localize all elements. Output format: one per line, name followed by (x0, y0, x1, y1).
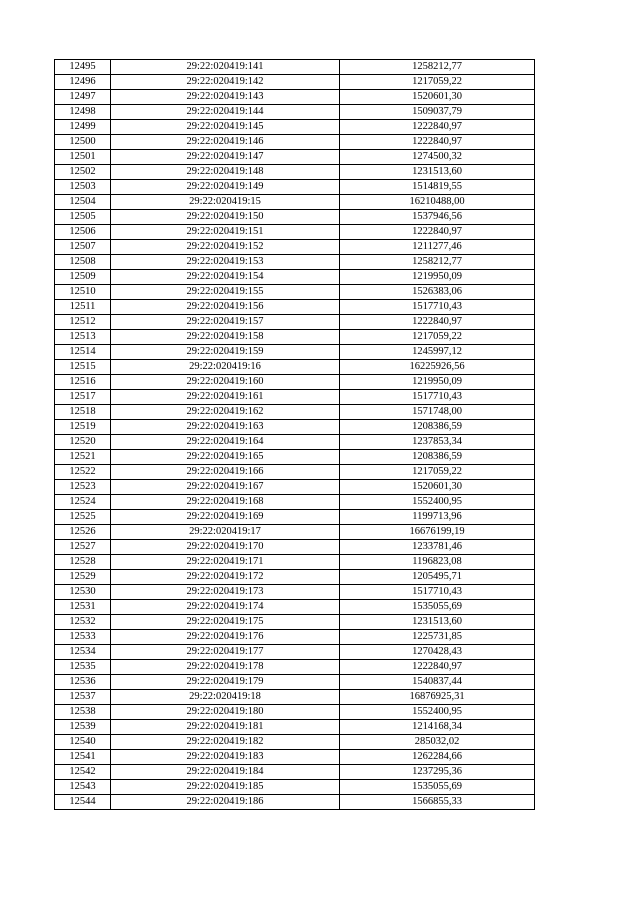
cadastral-number-cell: 29:22:020419:159 (111, 345, 340, 360)
row-number-cell: 12504 (55, 195, 111, 210)
cadastral-number-cell: 29:22:020419:176 (111, 630, 340, 645)
value-cell: 1571748,00 (340, 405, 535, 420)
row-number-cell: 12533 (55, 630, 111, 645)
cadastral-number-cell: 29:22:020419:151 (111, 225, 340, 240)
cadastral-number-cell: 29:22:020419:163 (111, 420, 340, 435)
table-row (55, 150, 535, 165)
value-cell: 1270428,43 (340, 645, 535, 660)
value-cell: 1520601,30 (340, 480, 535, 495)
value-cell: 1222840,97 (340, 120, 535, 135)
value-cell: 1514819,55 (340, 180, 535, 195)
table-row (55, 720, 535, 735)
cadastral-number-cell: 29:22:020419:17 (111, 525, 340, 540)
row-number-cell: 12522 (55, 465, 111, 480)
table-row (55, 450, 535, 465)
cadastral-number-cell: 29:22:020419:142 (111, 75, 340, 90)
value-cell: 1219950,09 (340, 375, 535, 390)
value-cell: 16876925,31 (340, 690, 535, 705)
cadastral-number-cell: 29:22:020419:181 (111, 720, 340, 735)
value-cell: 1219950,09 (340, 270, 535, 285)
row-number-cell: 12518 (55, 405, 111, 420)
value-cell: 1262284,66 (340, 750, 535, 765)
value-cell: 1274500,32 (340, 150, 535, 165)
row-number-cell: 12516 (55, 375, 111, 390)
table-row (55, 330, 535, 345)
value-cell: 1222840,97 (340, 660, 535, 675)
value-cell: 16225926,56 (340, 360, 535, 375)
row-number-cell: 12527 (55, 540, 111, 555)
cadastral-number-cell: 29:22:020419:171 (111, 555, 340, 570)
value-cell: 1552400,95 (340, 705, 535, 720)
cadastral-number-cell: 29:22:020419:145 (111, 120, 340, 135)
cadastral-number-cell: 29:22:020419:183 (111, 750, 340, 765)
table-row (55, 525, 535, 540)
cadastral-number-cell: 29:22:020419:164 (111, 435, 340, 450)
value-cell: 285032,02 (340, 735, 535, 750)
row-number-cell: 12500 (55, 135, 111, 150)
cadastral-number-cell: 29:22:020419:165 (111, 450, 340, 465)
row-number-cell: 12531 (55, 600, 111, 615)
cadastral-number-cell: 29:22:020419:150 (111, 210, 340, 225)
row-number-cell: 12521 (55, 450, 111, 465)
row-number-cell: 12498 (55, 105, 111, 120)
cadastral-number-cell: 29:22:020419:170 (111, 540, 340, 555)
row-number-cell: 12529 (55, 570, 111, 585)
cadastral-number-cell: 29:22:020419:148 (111, 165, 340, 180)
cadastral-number-cell: 29:22:020419:174 (111, 600, 340, 615)
value-cell: 1537946,56 (340, 210, 535, 225)
value-cell: 1535055,69 (340, 780, 535, 795)
table-row (55, 480, 535, 495)
value-cell: 1214168,34 (340, 720, 535, 735)
row-number-cell: 12540 (55, 735, 111, 750)
cadastral-number-cell: 29:22:020419:160 (111, 375, 340, 390)
row-number-cell: 12514 (55, 345, 111, 360)
table-row (55, 375, 535, 390)
row-number-cell: 12526 (55, 525, 111, 540)
value-cell: 1237295,36 (340, 765, 535, 780)
row-number-cell: 12510 (55, 285, 111, 300)
value-cell: 1225731,85 (340, 630, 535, 645)
row-number-cell: 12520 (55, 435, 111, 450)
table-row (55, 90, 535, 105)
row-number-cell: 12503 (55, 180, 111, 195)
value-cell: 1509037,79 (340, 105, 535, 120)
value-cell: 1222840,97 (340, 135, 535, 150)
cadastral-number-cell: 29:22:020419:184 (111, 765, 340, 780)
value-cell: 1211277,46 (340, 240, 535, 255)
cadastral-number-cell: 29:22:020419:15 (111, 195, 340, 210)
row-number-cell: 12505 (55, 210, 111, 225)
table-row (55, 75, 535, 90)
row-number-cell: 12496 (55, 75, 111, 90)
row-number-cell: 12502 (55, 165, 111, 180)
value-cell: 1517710,43 (340, 390, 535, 405)
table-row (55, 420, 535, 435)
cadastral-number-cell: 29:22:020419:18 (111, 690, 340, 705)
table-row (55, 120, 535, 135)
table-row (55, 645, 535, 660)
value-cell: 16676199,19 (340, 525, 535, 540)
value-cell: 1222840,97 (340, 315, 535, 330)
value-cell: 1552400,95 (340, 495, 535, 510)
row-number-cell: 12507 (55, 240, 111, 255)
row-number-cell: 12519 (55, 420, 111, 435)
cadastral-number-cell: 29:22:020419:155 (111, 285, 340, 300)
row-number-cell: 12538 (55, 705, 111, 720)
value-cell: 1222840,97 (340, 225, 535, 240)
value-cell: 1526383,06 (340, 285, 535, 300)
value-cell: 1566855,33 (340, 795, 535, 810)
value-cell: 1217059,22 (340, 330, 535, 345)
row-number-cell: 12539 (55, 720, 111, 735)
table-row (55, 105, 535, 120)
row-number-cell: 12524 (55, 495, 111, 510)
row-number-cell: 12512 (55, 315, 111, 330)
row-number-cell: 12541 (55, 750, 111, 765)
table-row (55, 255, 535, 270)
cadastral-number-cell: 29:22:020419:168 (111, 495, 340, 510)
table-row (55, 435, 535, 450)
cadastral-number-cell: 29:22:020419:180 (111, 705, 340, 720)
row-number-cell: 12513 (55, 330, 111, 345)
value-cell: 1217059,22 (340, 465, 535, 480)
row-number-cell: 12528 (55, 555, 111, 570)
cadastral-number-cell: 29:22:020419:185 (111, 780, 340, 795)
table-row (55, 405, 535, 420)
row-number-cell: 12515 (55, 360, 111, 375)
table-row (55, 195, 535, 210)
value-cell: 1208386,59 (340, 450, 535, 465)
value-cell: 1205495,71 (340, 570, 535, 585)
table-row (55, 630, 535, 645)
row-number-cell: 12495 (55, 60, 111, 75)
value-cell: 1258212,77 (340, 60, 535, 75)
value-cell: 1540837,44 (340, 675, 535, 690)
table-row (55, 540, 535, 555)
row-number-cell: 12499 (55, 120, 111, 135)
row-number-cell: 12530 (55, 585, 111, 600)
value-cell: 1231513,60 (340, 165, 535, 180)
cadastral-number-cell: 29:22:020419:152 (111, 240, 340, 255)
cadastral-number-cell: 29:22:020419:161 (111, 390, 340, 405)
row-number-cell: 12501 (55, 150, 111, 165)
cadastral-number-cell: 29:22:020419:162 (111, 405, 340, 420)
table-row (55, 570, 535, 585)
value-cell: 16210488,00 (340, 195, 535, 210)
cadastral-number-cell: 29:22:020419:144 (111, 105, 340, 120)
cadastral-value-table (54, 59, 535, 810)
row-number-cell: 12497 (55, 90, 111, 105)
cadastral-number-cell: 29:22:020419:157 (111, 315, 340, 330)
table-row (55, 225, 535, 240)
row-number-cell: 12517 (55, 390, 111, 405)
table-row (55, 285, 535, 300)
table-row (55, 60, 535, 75)
table-body (55, 60, 535, 810)
row-number-cell: 12508 (55, 255, 111, 270)
value-cell: 1258212,77 (340, 255, 535, 270)
table-row (55, 390, 535, 405)
table-row (55, 600, 535, 615)
value-cell: 1217059,22 (340, 75, 535, 90)
row-number-cell: 12542 (55, 765, 111, 780)
cadastral-number-cell: 29:22:020419:141 (111, 60, 340, 75)
table-row (55, 780, 535, 795)
table-row (55, 165, 535, 180)
cadastral-number-cell: 29:22:020419:149 (111, 180, 340, 195)
table-row (55, 705, 535, 720)
value-cell: 1517710,43 (340, 585, 535, 600)
table-row (55, 315, 535, 330)
row-number-cell: 12532 (55, 615, 111, 630)
table-row (55, 660, 535, 675)
table-row (55, 615, 535, 630)
table-row (55, 465, 535, 480)
cadastral-number-cell: 29:22:020419:173 (111, 585, 340, 600)
row-number-cell: 12544 (55, 795, 111, 810)
table-row (55, 495, 535, 510)
table-row (55, 345, 535, 360)
cadastral-number-cell: 29:22:020419:175 (111, 615, 340, 630)
table-row (55, 555, 535, 570)
table-row (55, 135, 535, 150)
cadastral-number-cell: 29:22:020419:153 (111, 255, 340, 270)
table-row (55, 180, 535, 195)
table-row (55, 750, 535, 765)
row-number-cell: 12535 (55, 660, 111, 675)
cadastral-number-cell: 29:22:020419:172 (111, 570, 340, 585)
value-cell: 1517710,43 (340, 300, 535, 315)
cadastral-number-cell: 29:22:020419:16 (111, 360, 340, 375)
table-row (55, 510, 535, 525)
table-row (55, 360, 535, 375)
row-number-cell: 12543 (55, 780, 111, 795)
cadastral-number-cell: 29:22:020419:166 (111, 465, 340, 480)
table-row (55, 210, 535, 225)
cadastral-number-cell: 29:22:020419:186 (111, 795, 340, 810)
cadastral-number-cell: 29:22:020419:147 (111, 150, 340, 165)
row-number-cell: 12537 (55, 690, 111, 705)
cadastral-number-cell: 29:22:020419:143 (111, 90, 340, 105)
row-number-cell: 12506 (55, 225, 111, 240)
cadastral-number-cell: 29:22:020419:146 (111, 135, 340, 150)
row-number-cell: 12525 (55, 510, 111, 525)
value-cell: 1199713,96 (340, 510, 535, 525)
value-cell: 1196823,08 (340, 555, 535, 570)
cadastral-number-cell: 29:22:020419:178 (111, 660, 340, 675)
table-row (55, 270, 535, 285)
row-number-cell: 12509 (55, 270, 111, 285)
table-row (55, 795, 535, 810)
value-cell: 1245997,12 (340, 345, 535, 360)
cadastral-number-cell: 29:22:020419:158 (111, 330, 340, 345)
value-cell: 1208386,59 (340, 420, 535, 435)
value-cell: 1520601,30 (340, 90, 535, 105)
cadastral-number-cell: 29:22:020419:179 (111, 675, 340, 690)
row-number-cell: 12523 (55, 480, 111, 495)
cadastral-number-cell: 29:22:020419:154 (111, 270, 340, 285)
table-row (55, 300, 535, 315)
row-number-cell: 12536 (55, 675, 111, 690)
table-row (55, 735, 535, 750)
table-row (55, 585, 535, 600)
value-cell: 1231513,60 (340, 615, 535, 630)
cadastral-number-cell: 29:22:020419:167 (111, 480, 340, 495)
cadastral-number-cell: 29:22:020419:169 (111, 510, 340, 525)
table-row (55, 690, 535, 705)
cadastral-number-cell: 29:22:020419:177 (111, 645, 340, 660)
row-number-cell: 12534 (55, 645, 111, 660)
table-row (55, 675, 535, 690)
value-cell: 1237853,34 (340, 435, 535, 450)
cadastral-number-cell: 29:22:020419:182 (111, 735, 340, 750)
row-number-cell: 12511 (55, 300, 111, 315)
cadastral-number-cell: 29:22:020419:156 (111, 300, 340, 315)
value-cell: 1535055,69 (340, 600, 535, 615)
table-row (55, 765, 535, 780)
value-cell: 1233781,46 (340, 540, 535, 555)
table-row (55, 240, 535, 255)
